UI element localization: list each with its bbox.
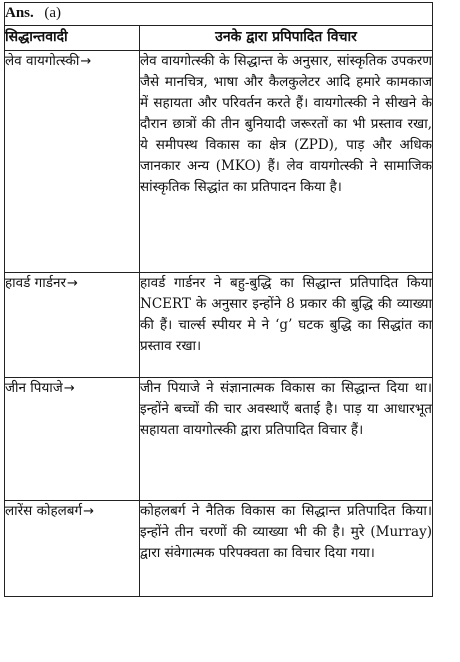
table-row xyxy=(5,378,433,501)
theorist-name: लेव वायगोत्स्की xyxy=(5,53,80,69)
arrow-icon: → xyxy=(80,54,92,69)
theorist-cell xyxy=(5,378,140,501)
answer-document xyxy=(4,2,432,597)
idea-cell: लेव वायगोत्स्की के सिद्धान्त के अनुसार, सांस्कृतिक उपकरण जैसे मानचित्र, भाषा और कैलकुलेटर आदि हमारे कामकाज में सहायता और परिवर्तन करते हैं। वायगोत्स्की ने सीखने के दौरान छात्रों की तीन बुनियादी जरूरतों का भी प्रस्ताव रखा, ये समीपस्थ विकास का क्षेत्र (ZPD), पाड़ और अधिक जानकार अन्य (MKO) हैं। लेव वायगोत्स्की ने सामाजिक सांस्कृतिक सिद्धांत का प्रतिपादन किया है। xyxy=(140,51,433,273)
theorist-cell xyxy=(5,501,140,597)
theorist-name: जीन पियाजे xyxy=(5,380,63,396)
arrow-icon: → xyxy=(67,276,78,291)
answer-row xyxy=(5,3,433,26)
table-row xyxy=(5,273,433,378)
theorist-name: हावर्ड गार्डनर xyxy=(5,275,67,291)
answer-label: Ans. xyxy=(5,5,34,21)
header-theorist: सिद्धान्तवादी xyxy=(5,26,140,51)
answer-table xyxy=(4,2,433,597)
answer-cell xyxy=(5,3,433,26)
answer-option: (a) xyxy=(44,5,62,21)
arrow-icon: → xyxy=(63,381,75,396)
arrow-icon: → xyxy=(83,504,94,519)
idea-cell: कोहलबर्ग ने नैतिक विकास का सिद्धान्त प्रतिपादित किया। इन्होंने तीन चरणों की व्याख्या भी की है। मुरे (Murray) द्वारा संवेगात्मक परिपक्वता का विचार दिया गया। xyxy=(140,501,433,597)
theorist-cell xyxy=(5,51,140,273)
header-idea: उनके द्वारा प्रपिपादित विचार xyxy=(140,26,433,51)
idea-cell: हावर्ड गार्डनर ने बहु-बुद्धि का सिद्धान्त प्रतिपादित किया NCERT के अनुसार इन्होंने 8 प्रकार की बुद्धि की व्याख्या की हैं। चार्ल्स स्पीयर मे ने ‘g’ घटक बुद्धि का सिद्धांत का प्रस्ताव रखा। xyxy=(140,273,433,378)
theorist-cell xyxy=(5,273,140,378)
theorist-name: लारेंस कोहलबर्ग xyxy=(5,503,83,519)
table-header-row xyxy=(5,26,433,51)
idea-cell: जीन पियाजे ने संज्ञानात्मक विकास का सिद्धान्त दिया था। इन्होंने बच्चों की चार अवस्थाएँ बताई है। पाड़ या आधारभूत सहायता वायगोत्स्की द्वारा प्रतिपादित विचार हैं। xyxy=(140,378,433,501)
table-row xyxy=(5,51,433,273)
table-row xyxy=(5,501,433,597)
